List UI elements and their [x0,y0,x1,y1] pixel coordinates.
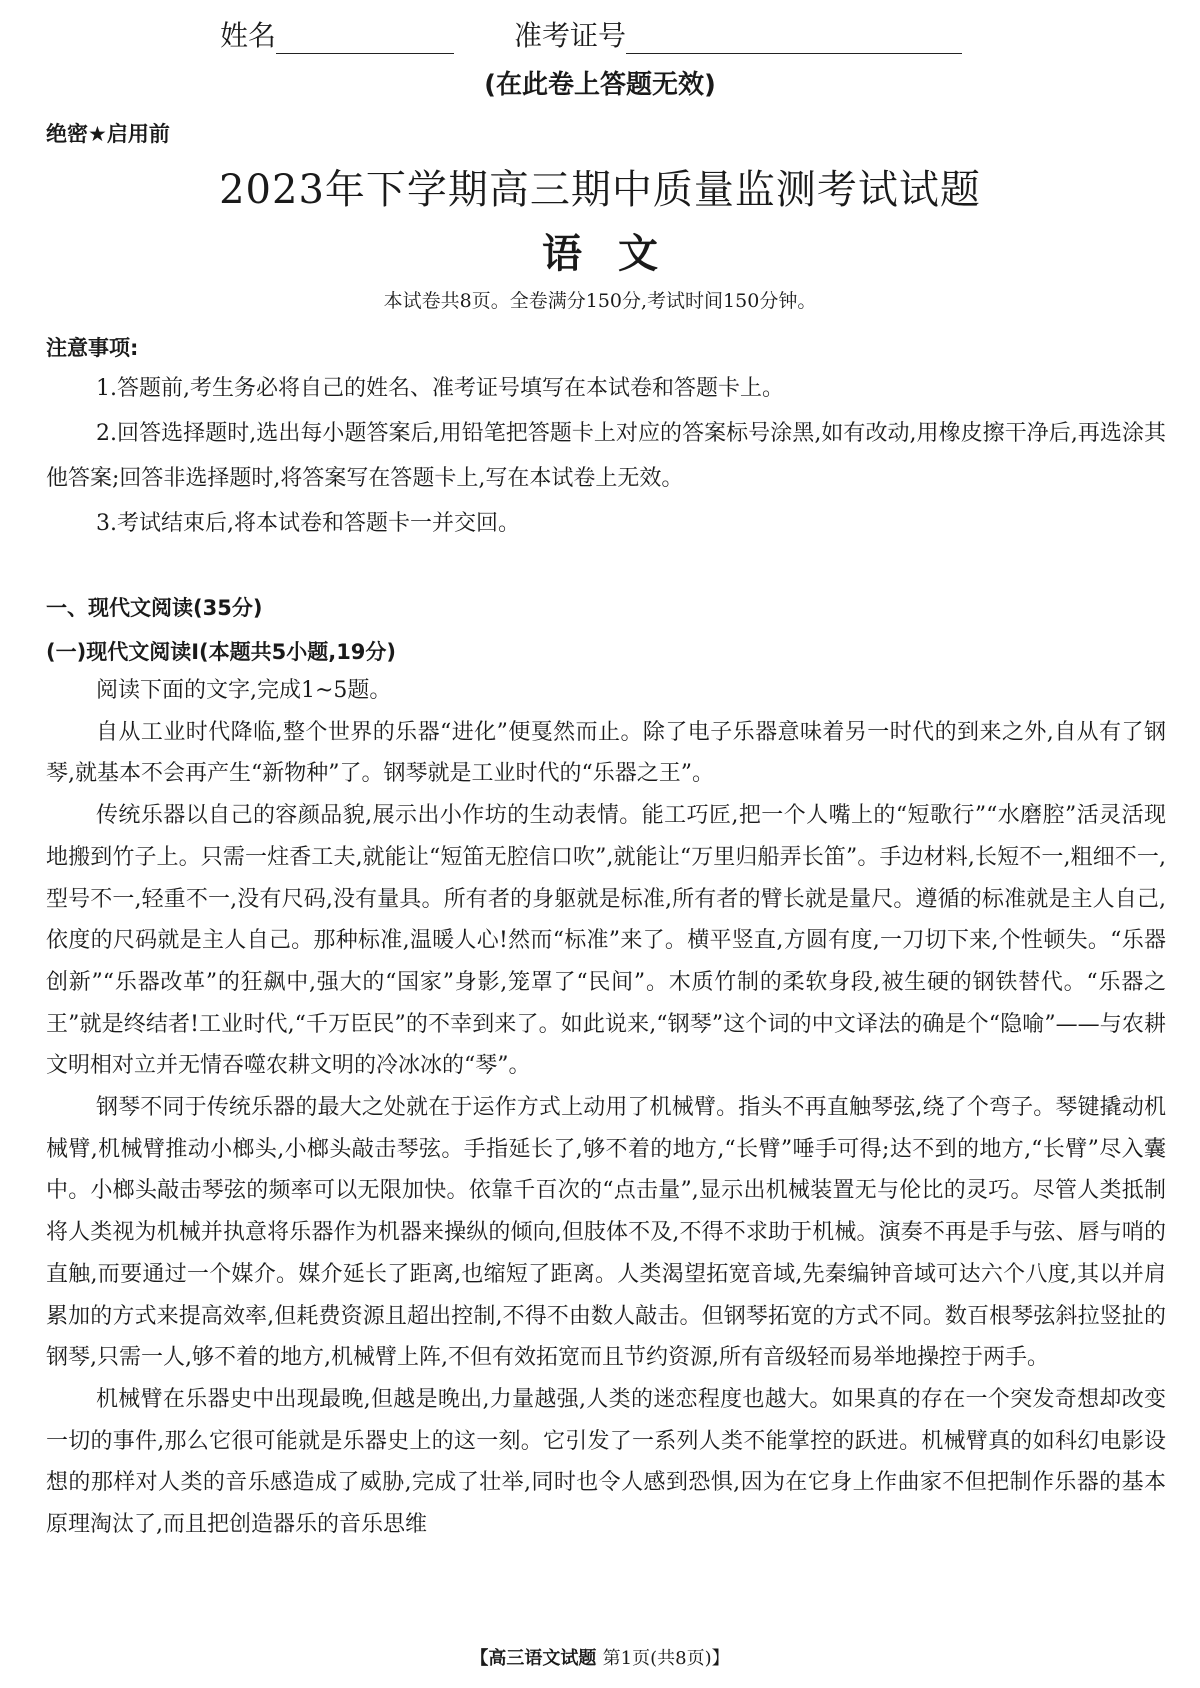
subject-title: 语文 [542,231,694,277]
notes-heading: 注意事项: [46,336,139,360]
secret-label: 绝密★启用前 [46,122,170,146]
subsection-heading: (一)现代文阅读Ⅰ(本题共5小题,19分) [46,640,397,664]
passage-paragraph: 自从工业时代降临,整个世界的乐器“进化”便戛然而止。除了电子乐器意味着另一时代的到来之外,自从有了钢琴,就基本不会再产生“新物种”了。钢琴就是工业时代的“乐器之王”。 [46,719,1166,787]
page-footer [0,1644,1200,1670]
name-label: 姓名 [220,19,277,52]
note-item: 2.回答选择题时,选出每小题答案后,用铅笔把答题卡上对应的答案标号涂黑,如有改动,用橡皮擦干净后,再选涂其他答案;回答非选择题时,将答案写在答题卡上,写在本试卷上无效。 [46,421,1166,491]
invalid-note: (在此卷上答题无效) [484,70,716,100]
notes-list [46,366,1166,546]
exam-info: 本试卷共8页。全卷满分150分,考试时间150分钟。 [383,290,817,312]
footer-label: 【高三语文试题 [470,1648,597,1669]
note-item: 1.答题前,考生务必将自己的姓名、准考证号填写在本试卷和答题卡上。 [96,376,784,401]
exam-id-label: 准考证号 [514,19,627,52]
exam-id-blank [626,19,962,54]
reading-passage [46,670,1166,1546]
footer-page-number: 第1页(共8页)】 [602,1648,730,1669]
passage-paragraph: 机械臂在乐器史中出现最晚,但越是晚出,力量越强,人类的迷恋程度也越大。如果真的存在一个突发奇想却改变一切的事件,那么它很可能就是乐器史上的这一刻。它引发了一系列人类不能掌控的跃进。机械臂真的如科幻电影设想的那样对人类的音乐感造成了威胁,完成了壮举,同时也令人感到恐惧,因为在它身上作曲家不但把制作乐器的基本原理淘汰了,而且把创造器乐的音乐思维 [46,1386,1166,1538]
passage-instruction: 阅读下面的文字,完成1~5题。 [96,678,392,703]
passage-paragraph: 传统乐器以自己的容颜品貌,展示出小作坊的生动表情。能工巧匠,把一个人嘴上的“短歌行”“水磨腔”活灵活现地搬到竹子上。只需一炷香工夫,就能让“短笛无腔信口吹”,就能让“万里归船弄长笛”。手边材料,长短不一,粗细不一,型号不一,轻重不一,没有尺码,没有量具。所有者的身躯就是标准,所有者的臂长就是量尺。遵循的标准就是主人自己,依度的尺码就是主人自己。那种标准,温暖人心!然而“标准”来了。横平竖直,方圆有度,一刀切下来,个性顿失。“乐器创新”“乐器改革”的狂飙中,强大的“国家”身影,笼罩了“民间”。木质竹制的柔软身段,被生硬的钢铁替代。“乐器之王”就是终结者!工业时代,“千万臣民”的不幸到来了。如此说来,“钢琴”这个词的中文译法的确是个“隐喻”——与农耕文明相对立并无情吞噬农耕文明的冷冰冰的“琴”。 [46,803,1166,1079]
name-blank [276,19,454,54]
candidate-info-row [220,14,962,54]
note-item: 3.考试结束后,将本试卷和答题卡一并交回。 [96,511,520,536]
passage-paragraph: 钢琴不同于传统乐器的最大之处就在于运作方式上动用了机械臂。指头不再直触琴弦,绕了个弯子。琴键撬动机械臂,机械臂推动小榔头,小榔头敲击琴弦。手指延长了,够不着的地方,“长臂”唾手可得;达不到的地方,“长臂”尽入囊中。小榔头敲击琴弦的频率可以无限加快。依靠千百次的“点击量”,显示出机械装置无与伦比的灵巧。尽管人类抵制将人类视为机械并执意将乐器作为机器来操纵的倾向,但肢体不及,不得不求助于机械。演奏不再是手与弦、唇与哨的直触,而要通过一个媒介。媒介延长了距离,也缩短了距离。人类渴望拓宽音域,先秦编钟音域可达六个八度,其以并肩累加的方式来提高效率,但耗费资源且超出控制,不得不由数人敲击。但钢琴拓宽的方式不同。数百根琴弦斜拉竖扯的钢琴,只需一人,够不着的地方,机械臂上阵,不但有效拓宽而且节约资源,所有音级轻而易举地操控于两手。 [46,1095,1166,1371]
section-heading: 一、现代文阅读(35分) [46,596,263,620]
exam-title: 2023年下学期高三期中质量监测考试试题 [219,167,981,213]
